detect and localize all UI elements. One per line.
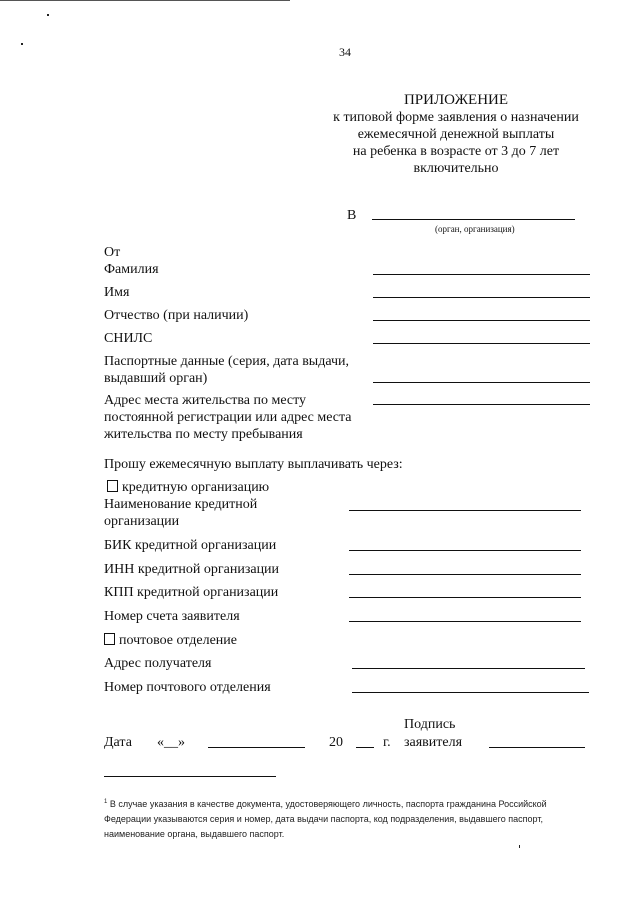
footnote-line: Федерации указываются серия и номер, дата выдачи паспорта, код подразделения, выдавшего паспорт, [104,814,543,824]
payment-request: Прошу ежемесячную выплату выплачивать через: [104,457,403,472]
recipient-caption: (орган, организация) [435,224,515,234]
document-title: ПРИЛОЖЕНИЕ [403,92,509,108]
address-label [104,392,352,443]
address-label-line: жительства по месту пребывания [104,427,303,442]
page-number: 34 [339,45,351,59]
inn-label: ИНН кредитной организации [104,562,280,577]
passport-field[interactable] [373,382,590,383]
snils-field[interactable] [373,343,590,344]
credit-option-checkbox[interactable] [107,480,118,492]
passport-label [104,353,349,387]
signature-label-top: Подпись [404,717,456,732]
credit-option-label: кредитную организацию [122,480,270,495]
scan-speck [47,14,49,16]
year-suffix: г. [383,735,391,750]
address-label-line: постоянной регистрации или адрес места [104,410,352,425]
year-field[interactable] [356,747,374,748]
footnote-marker: 1 [104,799,108,805]
surname-label: Фамилия [104,262,159,277]
credit-name-label-line: организации [104,514,180,529]
post-option [104,632,237,649]
date-month-field[interactable] [208,747,305,748]
signature-field[interactable] [489,747,585,748]
account-label: Номер счета заявителя [104,609,240,624]
credit-option [104,479,269,496]
signature-label-bottom: заявителя [404,735,463,750]
recipient-prefix: В [347,208,357,223]
post-office-number-field[interactable] [352,692,589,693]
scan-speck [519,845,520,848]
date-label: Дата [104,735,132,750]
recipient-address-label: Адрес получателя [104,656,212,671]
post-option-checkbox[interactable] [104,633,115,645]
credit-name-label-line: Наименование кредитной [104,497,258,512]
header-line: к типовой форме заявления о назначении [333,110,579,125]
surname-field[interactable] [373,274,590,275]
patronymic-field[interactable] [373,320,590,321]
name-field[interactable] [373,297,590,298]
recipient-field[interactable] [372,219,575,220]
kpp-label: КПП кредитной организации [104,585,279,600]
footnote-text: В случае указания в качестве документа, удостоверяющего личность, паспорта гражданина Российской [109,799,547,809]
header-line: ежемесячной денежной выплаты [357,127,555,142]
credit-name-field[interactable] [349,510,581,511]
post-office-number-label: Номер почтового отделения [104,680,271,695]
header-line: на ребенка в возрасте от 3 до 7 лет [352,144,560,159]
account-field[interactable] [349,621,581,622]
kpp-field[interactable] [349,597,581,598]
post-option-label: почтовое отделение [119,633,237,648]
year-prefix: 20 [329,735,343,750]
inn-field[interactable] [349,574,581,575]
date-day-field[interactable]: «__» [157,735,185,750]
recipient-address-field[interactable] [352,668,585,669]
footnote-line [104,795,604,812]
passport-label-line: выдавший орган) [104,371,208,386]
address-label-line: Адрес места жительства по месту [104,393,307,408]
address-field[interactable] [373,404,590,405]
passport-label-line: Паспортные данные (серия, дата выдачи, [104,354,350,369]
credit-name-label [104,496,257,530]
from-label: От [104,245,121,260]
footnote-line: наименование органа, выдавшего паспорт. [104,829,285,839]
footnote-separator [104,776,276,777]
footnote [104,795,604,842]
snils-label: СНИЛС [104,331,153,346]
patronymic-label: Отчество (при наличии) [104,308,249,323]
name-label: Имя [104,285,130,300]
header-line: включительно [413,161,499,176]
bik-label: БИК кредитной организации [104,538,277,553]
document-header [300,92,612,177]
bik-field[interactable] [349,550,581,551]
top-edge-line [0,0,290,1]
